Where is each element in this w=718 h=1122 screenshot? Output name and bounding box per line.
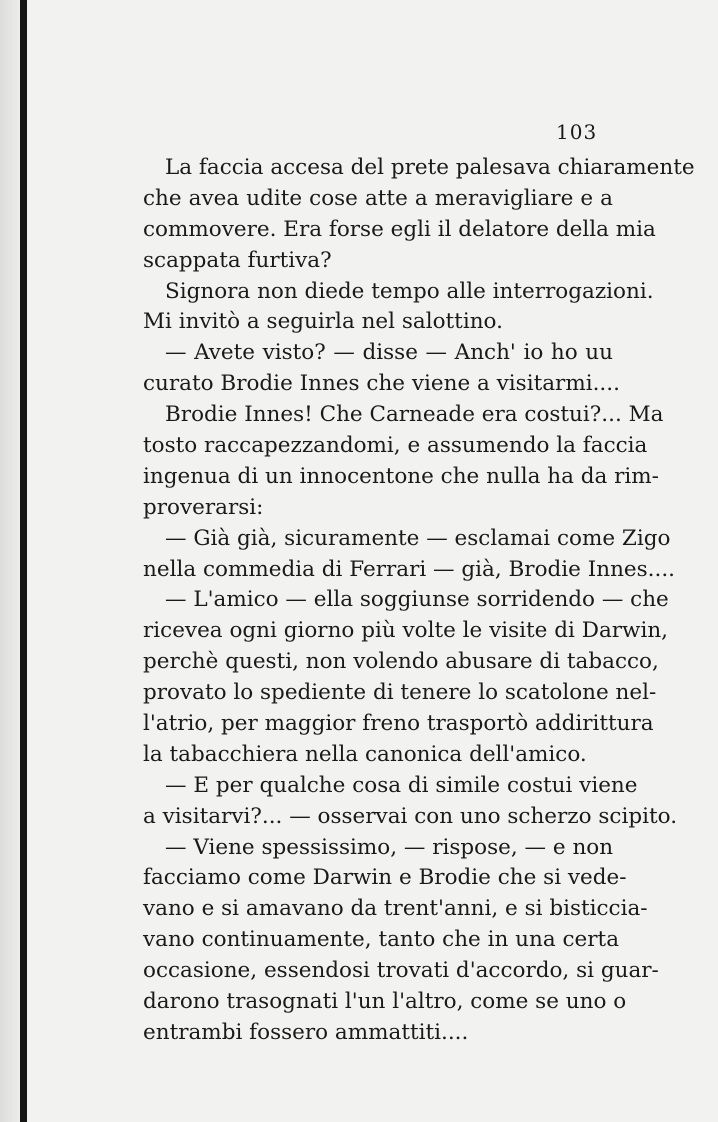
text-line: scappata furtiva? (143, 247, 332, 273)
text-line: tosto raccapezzandomi, e assumendo la faccia (143, 433, 648, 459)
text-line: l'atrio, per maggior freno trasportò addirittura (143, 711, 654, 737)
text-line: vano e si amavano da trent'anni, e si bisticcia- (143, 896, 648, 922)
text-line: nella commedia di Ferrari — già, Brodie Innes.... (143, 556, 676, 582)
text-line: Mi invitò a seguirla nel salottino. (143, 309, 503, 335)
text-line: che avea udite cose atte a meravigliare e a (143, 185, 613, 211)
text-line: — Avete visto? — disse — Anch' io ho uu (165, 340, 613, 366)
text-line: perchè questi, non volendo abusare di tabacco, (143, 649, 659, 675)
body-text (143, 153, 695, 1049)
text-line: provato lo spediente di tenere lo scatolone nel- (143, 680, 657, 706)
text-line: Signora non diede tempo alle interrogazioni. (165, 278, 654, 304)
text-line: — L'amico — ella soggiunse sorridendo — che (165, 587, 669, 613)
text-line: la tabacchiera nella canonica dell'amico. (143, 741, 587, 767)
page-gutter (0, 0, 20, 1122)
book-spine-edge (20, 0, 27, 1122)
text-line: — Viene spessissimo, — rispose, — e non (165, 834, 614, 860)
text-line: La faccia accesa del prete palesava chiaramente (165, 155, 695, 180)
text-line: — E per qualche cosa di simile costui viene (165, 772, 638, 798)
text-line: a visitarvi?... — osservai con uno scherzo scipito. (143, 803, 678, 829)
text-line: facciamo come Darwin e Brodie che si vede- (143, 865, 627, 891)
text-line: riceveа ogni giorno più volte le visite di Darwin, (143, 618, 669, 644)
text-line: — Già già, sicuramente — esclamai come Zigo (165, 525, 671, 551)
text-line: occasione, essendosi trovati d'accordo, si guar- (143, 958, 659, 984)
text-line: Brodie Innes! Che Carneade era costui?... Ma (165, 402, 664, 428)
text-line: entrambi fossero ammattiti.... (143, 1019, 469, 1045)
page-number: 103 (556, 120, 598, 144)
text-line: ingenua di un innocentone che nulla ha da rim- (143, 463, 659, 489)
text-line: vano continuamente, tanto che in una certa (143, 927, 620, 953)
text-line: proverarsi: (143, 494, 264, 520)
text-line: commovere. Era forse egli il delatore della mia (143, 216, 656, 242)
text-line: curato Brodie Innes che viene a visitarmi.... (143, 371, 620, 397)
text-line: darono trasognati l'un l'altro, come se uno o (143, 989, 627, 1015)
